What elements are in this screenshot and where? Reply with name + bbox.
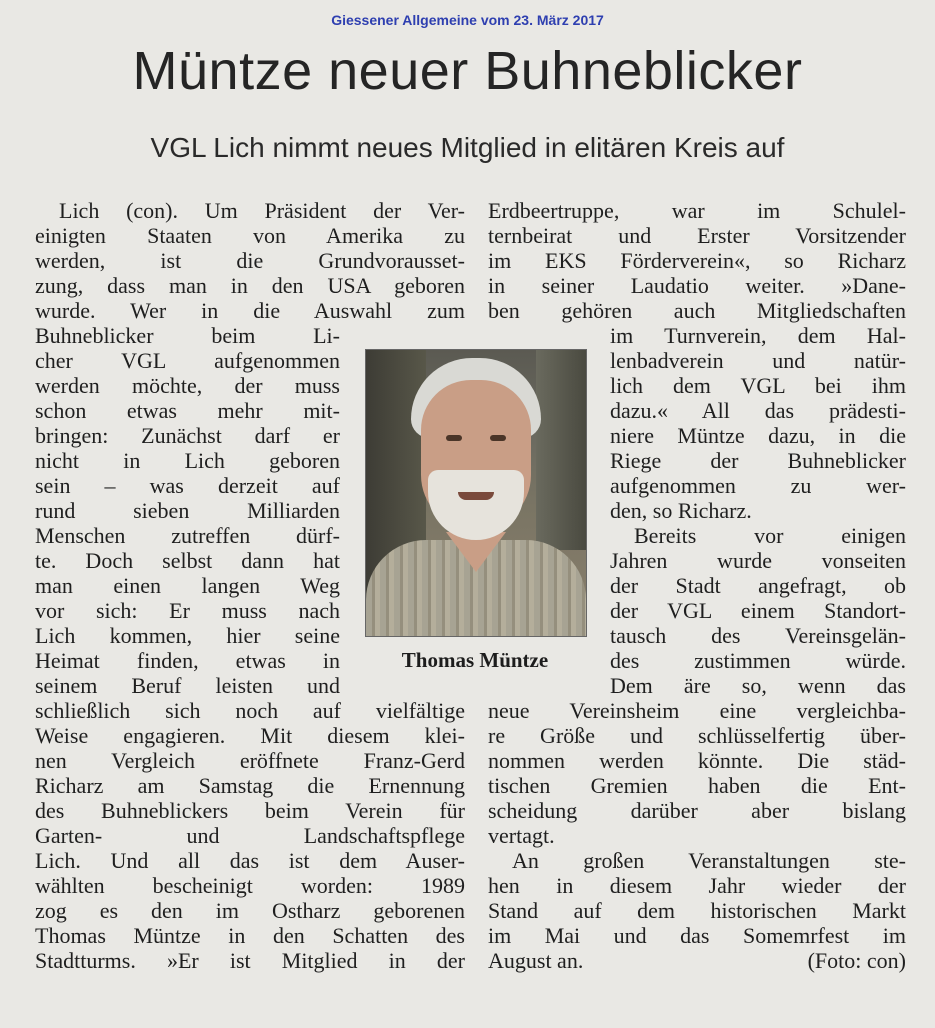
text-line: te. Doch selbst dann hat (35, 548, 340, 573)
text-line: schließlich sich noch auf vielfältige (35, 698, 465, 723)
text-line: Lich (con). Um Präsident der Ver- (59, 198, 465, 223)
text-line: nommen werden könnte. Die städ- (488, 748, 906, 773)
text-line: sein – was derzeit auf (35, 473, 340, 498)
text-line (488, 948, 906, 973)
text-line: Buhneblicker beim Li- (35, 323, 340, 348)
text-line: im EKS Förderverein«, so Richarz (488, 248, 906, 273)
text-line: lich dem VGL bei ihm (610, 373, 906, 398)
text-line: man einen langen Weg (35, 573, 340, 598)
text-line: der VGL einem Standort- (610, 598, 906, 623)
text-line: wurde. Wer in die Auswahl zum (35, 298, 465, 323)
text-line: schon etwas mehr mit- (35, 398, 340, 423)
text-line: An großen Veranstaltungen ste- (512, 848, 906, 873)
text-line: re Größe und schlüsselfertig über- (488, 723, 906, 748)
text-line: Stadtturms. »Er ist Mitglied in der (35, 948, 465, 973)
text-line: einigten Staaten von Amerika zu (35, 223, 465, 248)
text-line: Richarz am Samstag die Ernennung (35, 773, 465, 798)
text-line: Heimat finden, etwas in (35, 648, 340, 673)
text-line: werden möchte, der muss (35, 373, 340, 398)
text-line: Thomas Müntze in den Schatten des (35, 923, 465, 948)
text-line: Lich kommen, hier seine (35, 623, 340, 648)
text-line: in seiner Laudatio weiter. »Dane- (488, 273, 906, 298)
text-line: Weise engagieren. Mit diesem klei- (35, 723, 465, 748)
text-line: vor sich: Er muss nach (35, 598, 340, 623)
text-line: lenbadverein und natür- (610, 348, 906, 373)
source-line: Giessener Allgemeine vom 23. März 2017 (331, 12, 604, 28)
text-line: ben gehören auch Mitgliedschaften (488, 298, 906, 323)
text-line: vertagt. (488, 823, 555, 848)
text-line: Erdbeertruppe, war im Schulel- (488, 198, 906, 223)
text-line: werden, ist die Grundvorausset- (35, 248, 465, 273)
text-line: tausch des Vereinsgelän- (610, 623, 906, 648)
text-line: nicht in Lich geboren (35, 448, 340, 473)
text-line: des Buhneblickers beim Verein für (35, 798, 465, 823)
text-line: Menschen zutreffen dürf- (35, 523, 340, 548)
text-line: bringen: Zunächst darf er (35, 423, 340, 448)
text-line: Bereits vor einigen (634, 523, 906, 548)
headline: Müntze neuer Buhneblicker (132, 41, 803, 101)
text-line: im Turnverein, dem Hal- (610, 323, 906, 348)
text-line: hen in diesem Jahr wieder der (488, 873, 906, 898)
right-column (488, 198, 906, 973)
text-line: im Mai und das Somemrfest im (488, 923, 906, 948)
text-line: Stand auf dem historischen Markt (488, 898, 906, 923)
subtitle: VGL Lich nimmt neues Mitglied in elitären Kreis auf (150, 132, 785, 163)
text-line: Garten- und Landschaftspflege (35, 823, 465, 848)
text-line: tischen Gremien haben die Ent- (488, 773, 906, 798)
text-line: der Stadt angefragt, ob (610, 573, 906, 598)
text-line: den, so Richarz. (610, 498, 752, 523)
photo-caption: Thomas Müntze (401, 648, 549, 672)
text-line: des zustimmen würde. (610, 648, 906, 673)
text-line: zog es den im Ostharz geborenen (35, 898, 465, 923)
text-line: cher VGL aufgenommen (35, 348, 340, 373)
text-line: rund sieben Milliarden (35, 498, 340, 523)
text-line: aufgenommen zu wer- (610, 473, 906, 498)
text-line: scheidung darüber aber bislang (488, 798, 906, 823)
text-line: ternbeirat und Erster Vorsitzender (488, 223, 906, 248)
text-line: neue Vereinsheim eine vergleichba- (488, 698, 906, 723)
text-line: Dem äre so, wenn das (610, 673, 906, 698)
text-line: zung, dass man in den USA geboren (35, 273, 465, 298)
text-line-end: August an. (488, 948, 584, 973)
text-line: seinem Beruf leisten und (35, 673, 340, 698)
text-line: Riege der Buhneblicker (610, 448, 906, 473)
text-line: Jahren wurde vonseiten (610, 548, 906, 573)
text-line: wählten bescheinigt worden: 1989 (35, 873, 465, 898)
text-line: Lich. Und all das ist dem Auser- (35, 848, 465, 873)
text-line: nen Vergleich eröffnete Franz-Gerd (35, 748, 465, 773)
text-line: niere Müntze dazu, in die (610, 423, 906, 448)
photo-credit: (Foto: con) (807, 948, 906, 973)
text-line: dazu.« All das prädesti- (610, 398, 906, 423)
